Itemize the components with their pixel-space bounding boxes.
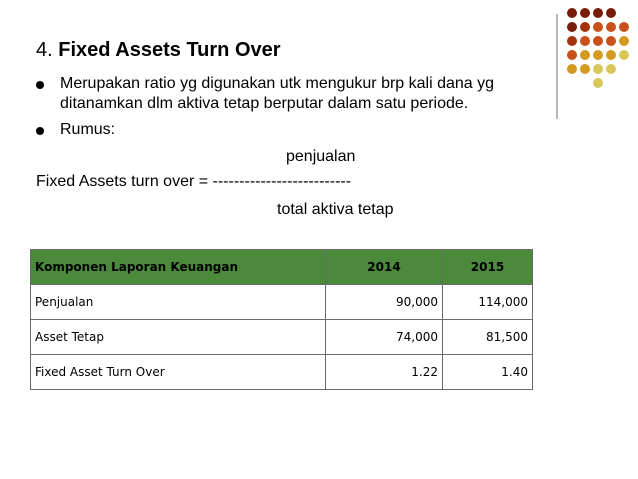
decor-dot: [606, 64, 616, 74]
decor-dot: [567, 64, 577, 74]
bullet-dot-icon: [36, 127, 44, 135]
decor-dot: [619, 22, 629, 32]
decor-dot: [567, 50, 577, 60]
bullet-text: Rumus:: [60, 121, 116, 138]
bullet-dot-icon: [36, 81, 44, 89]
table-row: [31, 320, 533, 355]
formula-line: Fixed Assets turn over = --------------------------: [36, 173, 352, 190]
title-text: Fixed Assets Turn Over: [58, 39, 281, 61]
decor-dot: [593, 64, 603, 74]
decor-dot: [606, 8, 616, 18]
decor-dot: [593, 22, 603, 32]
decor-dot: [567, 22, 577, 32]
decor-dot: [593, 78, 603, 88]
bullet-item: [34, 74, 544, 114]
decor-dot: [580, 50, 590, 60]
table-cell: 74,000: [326, 320, 443, 355]
decor-dot: [593, 50, 603, 60]
decor-dot: [593, 8, 603, 18]
table-cell: 1.22: [326, 355, 443, 390]
table-cell: 90,000: [326, 285, 443, 320]
decor-dot: [580, 22, 590, 32]
table-cell: Penjualan: [31, 285, 326, 320]
formula-denominator: total aktiva tetap: [277, 201, 394, 218]
table-row: [31, 285, 533, 320]
table-cell: Fixed Asset Turn Over: [31, 355, 326, 390]
table-header-cell: 2014: [326, 250, 443, 285]
decor-dot: [606, 50, 616, 60]
decor-dot: [619, 50, 629, 60]
slide-title: [36, 39, 281, 62]
decor-dot: [580, 36, 590, 46]
decor-dot: [606, 36, 616, 46]
bullet-item: [34, 120, 544, 140]
table-cell: Asset Tetap: [31, 320, 326, 355]
bullet-list: [34, 74, 544, 146]
decor-dot: [580, 64, 590, 74]
decor-dot: [619, 36, 629, 46]
decor-dot: [606, 22, 616, 32]
decor-dot: [593, 36, 603, 46]
table-cell: 1.40: [443, 355, 533, 390]
title-number: 4.: [36, 39, 53, 61]
formula-numerator: penjualan: [286, 148, 356, 165]
decorative-dot-grid: [567, 8, 637, 108]
table-header-cell: Komponen Laporan Keuangan: [31, 250, 326, 285]
table-header-cell: 2015: [443, 250, 533, 285]
table-header-row: [31, 250, 533, 285]
decor-dot: [580, 8, 590, 18]
table-row: [31, 355, 533, 390]
decorative-divider-line: [556, 14, 558, 119]
table-cell: 114,000: [443, 285, 533, 320]
table-cell: 81,500: [443, 320, 533, 355]
bullet-text: Merupakan ratio yg digunakan utk mengukur brp kali dana yg ditanamkan dlm aktiva tetap berputar dalam satu periode.: [60, 75, 495, 112]
decor-dot: [567, 8, 577, 18]
financial-table: [30, 249, 533, 390]
decor-dot: [567, 36, 577, 46]
